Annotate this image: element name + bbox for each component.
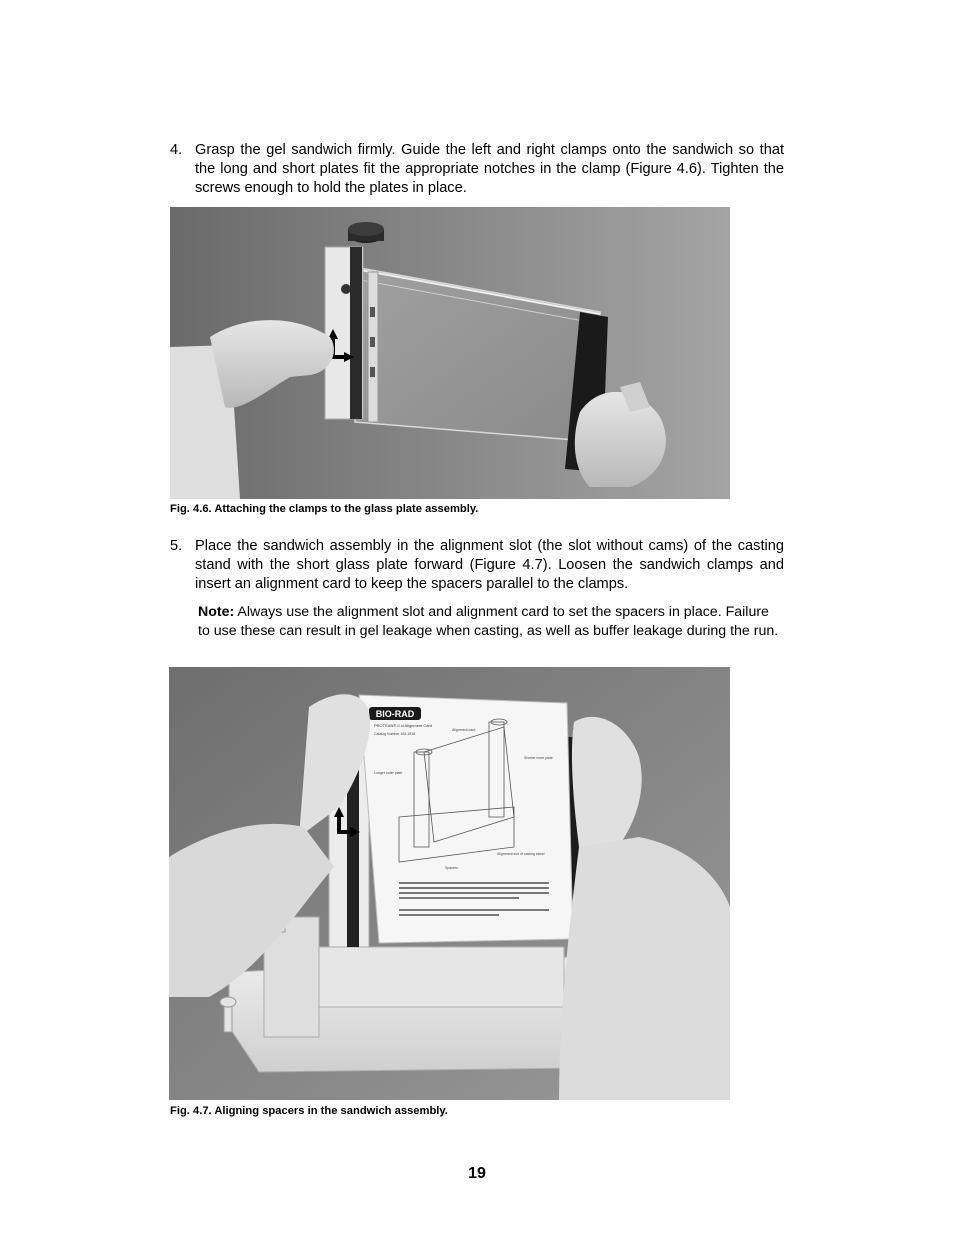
step-5 — [170, 537, 784, 595]
card-label-glass: Shorter inner plate — [524, 756, 553, 760]
figure-4-7-photo — [169, 667, 730, 1100]
card-title: PROTEAN® II xi Alignment Card — [374, 723, 433, 728]
figure-4-6-photo — [170, 207, 730, 499]
card-label-alignment: Alignment card — [452, 728, 476, 732]
card-brand: BIO-RAD — [375, 709, 415, 719]
step-number: 4. — [170, 142, 183, 158]
figure-4-7-caption: Fig. 4.7. Aligning spacers in the sandwich assembly. — [170, 1105, 448, 1117]
card-label-stand: Alignment slot of casting stand — [497, 852, 545, 856]
figure-4-6-caption: Fig. 4.6. Attaching the clamps to the glass plate assembly. — [170, 503, 479, 515]
step-4 — [170, 141, 784, 199]
note-paragraph — [198, 603, 784, 641]
card-label-spacers: Spacers — [445, 866, 458, 870]
note-text: Always use the alignment slot and alignment card to set the spacers in place. Failure to use these can result in gel leakage when casting, as well as buffer leakage during the run. — [198, 604, 779, 639]
step-text: Place the sandwich assembly in the alignment slot (the slot without cams) of the casting stand with the short glass plate forward (Figure 4.7). Loosen the sandwich clamps and insert an alignment card to keep the spacers parallel to the clamps. — [195, 538, 784, 593]
card-label-longer: Longer outer plate — [374, 771, 403, 775]
card-catalog: Catalog Number 165-1818 — [374, 732, 416, 736]
step-text: Grasp the gel sandwich firmly. Guide the left and right clamps onto the sandwich so that the long and short plates fit the appropriate notches in the clamp (Figure 4.6). Tighten the screws enough to hold the plates in place. — [195, 142, 784, 197]
note-label: Note: — [198, 604, 235, 620]
step-number: 5. — [170, 538, 183, 554]
page-number: 19 — [468, 1165, 486, 1182]
